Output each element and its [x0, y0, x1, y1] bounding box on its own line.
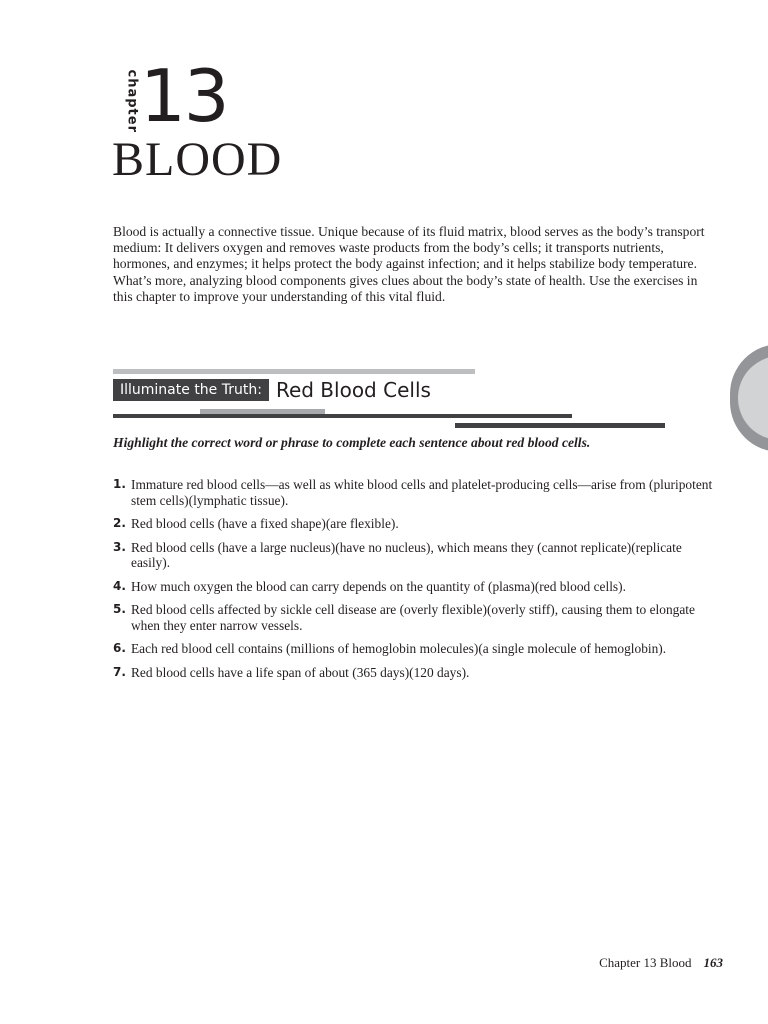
instructions: Highlight the correct word or phrase to complete each sentence about red blood cells. [113, 435, 591, 450]
exercise-list [113, 477, 718, 688]
decor-bar-top [113, 369, 475, 374]
section-heading [113, 376, 431, 404]
page-footer [599, 955, 723, 971]
item-number: 3. [113, 539, 126, 554]
item-text: How much oxygen the blood can carry depends on the quantity of (plasma)(red blood cells). [131, 578, 626, 594]
list-item [113, 602, 718, 633]
item-number: 2. [113, 516, 126, 530]
decor-bar-low [113, 414, 572, 418]
chapter-number: 13 [140, 54, 228, 138]
page-number: 163 [703, 955, 723, 970]
decor-bar-right [455, 423, 665, 428]
list-item [113, 665, 718, 681]
item-text: Immature red blood cells—as well as white blood cells and platelet-producing cells—arise from (pluripotent stem cells)(lymphatic tissue). [131, 477, 713, 508]
list-item [113, 579, 718, 595]
item-text: Red blood cells have a life span of about (365 days)(120 days). [131, 664, 470, 680]
item-number: 1. [113, 477, 126, 491]
list-item [113, 477, 718, 508]
list-item [113, 516, 718, 532]
chapter-title: BLOOD [112, 133, 283, 186]
chapter-label: chapter [124, 69, 140, 133]
item-number: 5. [113, 602, 126, 616]
item-text: Red blood cells affected by sickle cell disease are (overly flexible)(overly stiff), causing them to elongate when they enter narrow vessels. [131, 602, 695, 633]
item-text: Red blood cells (have a fixed shape)(are flexible). [131, 516, 399, 531]
section-tag: Illuminate the Truth: [113, 379, 269, 401]
item-text: Red blood cells (have a large nucleus)(have no nucleus), which means they (cannot replicate)(replicate easily). [131, 539, 682, 570]
item-number: 7. [113, 664, 126, 679]
list-item [113, 540, 718, 571]
item-number: 6. [113, 641, 126, 655]
running-head: Chapter 13 Blood [599, 955, 692, 970]
section-title: Red Blood Cells [275, 378, 431, 402]
intro-paragraph: Blood is actually a connective tissue. Unique because of its fluid matrix, blood serves as the body’s transport medium: It delivers oxygen and removes waste products from the body’s cells; it transports nutrients, hormones, and enzymes; it helps protect the body against infection; and it helps stabilize body temperature. What’s more, analyzing blood components gives clues about the body’s state of health. Use the exercises in this chapter to improve your understanding of this vital fluid. [113, 223, 705, 305]
list-item [113, 641, 718, 657]
item-number: 4. [113, 578, 126, 593]
item-text: Each red blood cell contains (millions of hemoglobin molecules)(a single molecule of hemoglobin). [131, 641, 667, 656]
